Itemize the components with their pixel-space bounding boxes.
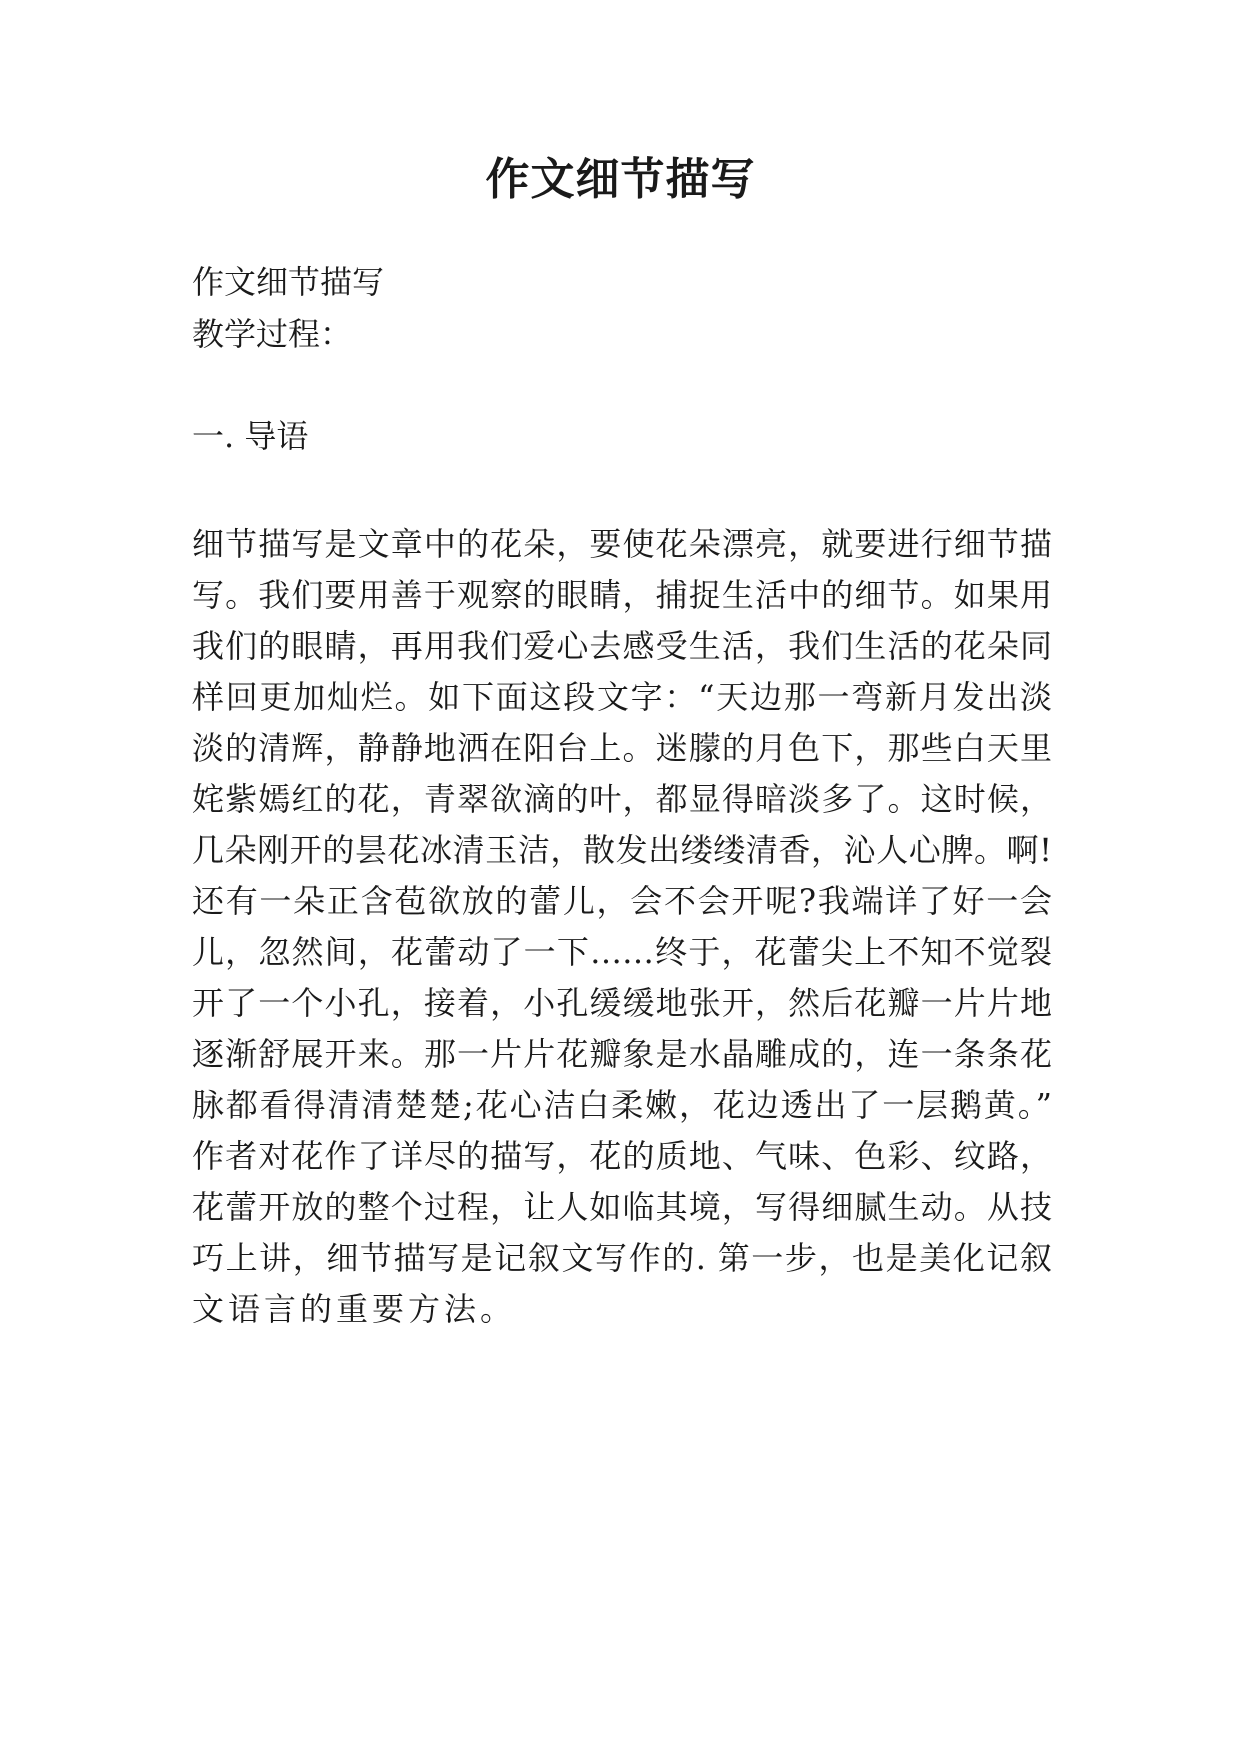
paragraph-line: 细节描写是文章中的花朵，要使花朵漂亮，就要进行细节描 [192,525,1052,563]
paragraph-line: 写。我们要用善于观察的眼睛，捕捉生活中的细节。如果用 [192,576,1052,614]
paragraph-line: 儿，忽然间，花蕾动了一下……终于，花蕾尖上不知不觉裂 [192,933,1052,971]
document-title: 作文细节描写 [485,154,756,205]
paragraph-line: 花蕾开放的整个过程，让人如临其境，写得细腻生动。从技 [192,1188,1052,1226]
paragraph-line: 巧上讲，细节描写是记叙文写作的. 第一步，也是美化记叙 [192,1239,1052,1277]
paragraph-line: 样回更加灿烂。如下面这段文字：“天边那一弯新月发出淡 [192,678,1052,716]
paragraph-line: 姹紫嫣红的花，青翠欲滴的叶，都显得暗淡多了。这时候， [192,780,1052,818]
paragraph-line: 开了一个小孔，接着，小孔缓缓地张开，然后花瓣一片片地 [192,984,1052,1022]
paragraph-line: 淡的清辉，静静地洒在阳台上。迷朦的月色下，那些白天里 [192,729,1052,767]
paragraph-line: 脉都看得清清楚楚;花心洁白柔嫩，花边透出了一层鹅黄。” [192,1086,1052,1124]
section-heading: 一. 导语 [192,417,309,455]
paragraph-line: 作者对花作了详尽的描写，花的质地、气味、色彩、纹路， [192,1137,1052,1175]
paragraph-line: 文语言的重要方法。 [192,1290,517,1328]
process-label: 教学过程： [192,315,353,353]
paragraph-line: 我们的眼睛，再用我们爱心去感受生活，我们生活的花朵同 [192,627,1052,665]
paragraph-line: 还有一朵正含苞欲放的蕾儿，会不会开呢?我端详了好一会 [192,882,1052,920]
document-subtitle: 作文细节描写 [192,263,385,301]
paragraph-line: 逐渐舒展开来。那一片片花瓣象是水晶雕成的，连一条条花 [192,1035,1052,1073]
paragraph-line: 几朵刚开的昙花冰清玉洁，散发出缕缕清香，沁人心脾。啊! [192,831,1052,869]
